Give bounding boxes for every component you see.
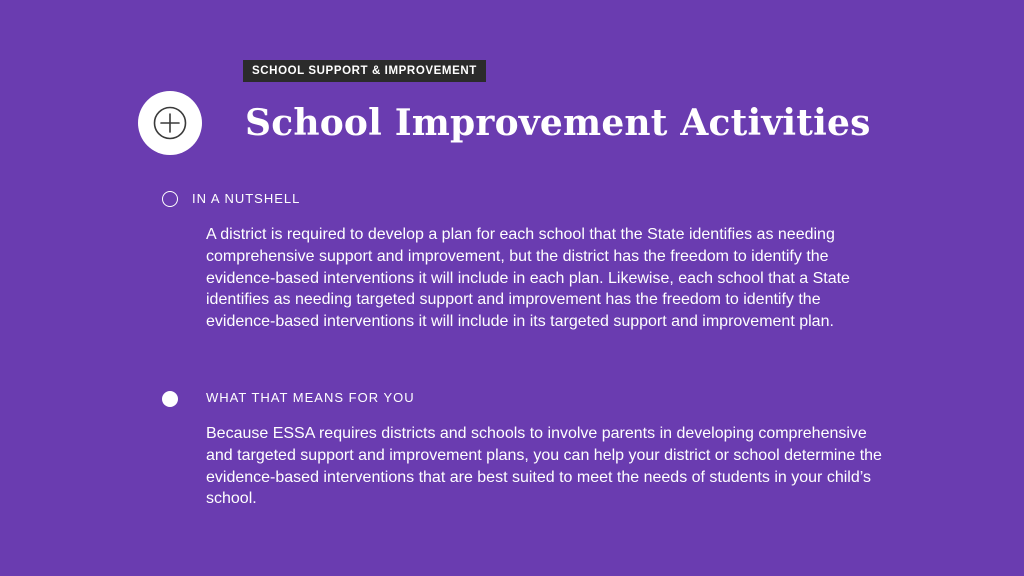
section-tag: SCHOOL SUPPORT & IMPROVEMENT <box>243 60 486 82</box>
section-body-what-it-means: Because ESSA requires districts and schools to involve parents in developing comprehensive and targeted support and improvement plans, you can help your district or school determine the evidence-based interventions that are best suited to meet the needs of students in your child’s school. <box>206 425 882 508</box>
page-title: School Improvement Activities <box>245 102 871 144</box>
section-heading-nutshell: IN A NUTSHELL <box>192 191 301 206</box>
outline-circle-marker <box>162 191 178 207</box>
section-body-nutshell: A district is required to develop a plan for each school that the State identifies as needing comprehensive support and improvement, but the district has the freedom to identify the evidence-based interventions it will include in each plan. Likewise, each school that a State identifies as needing targeted support and improvement has the freedom to identify the evidence-based interventions it will include in its targeted support and improvement plan. <box>206 226 850 331</box>
section-heading-what-it-means: WHAT THAT MEANS FOR YOU <box>206 390 415 405</box>
plus-circle-icon <box>138 91 202 155</box>
filled-circle-marker <box>162 391 178 407</box>
